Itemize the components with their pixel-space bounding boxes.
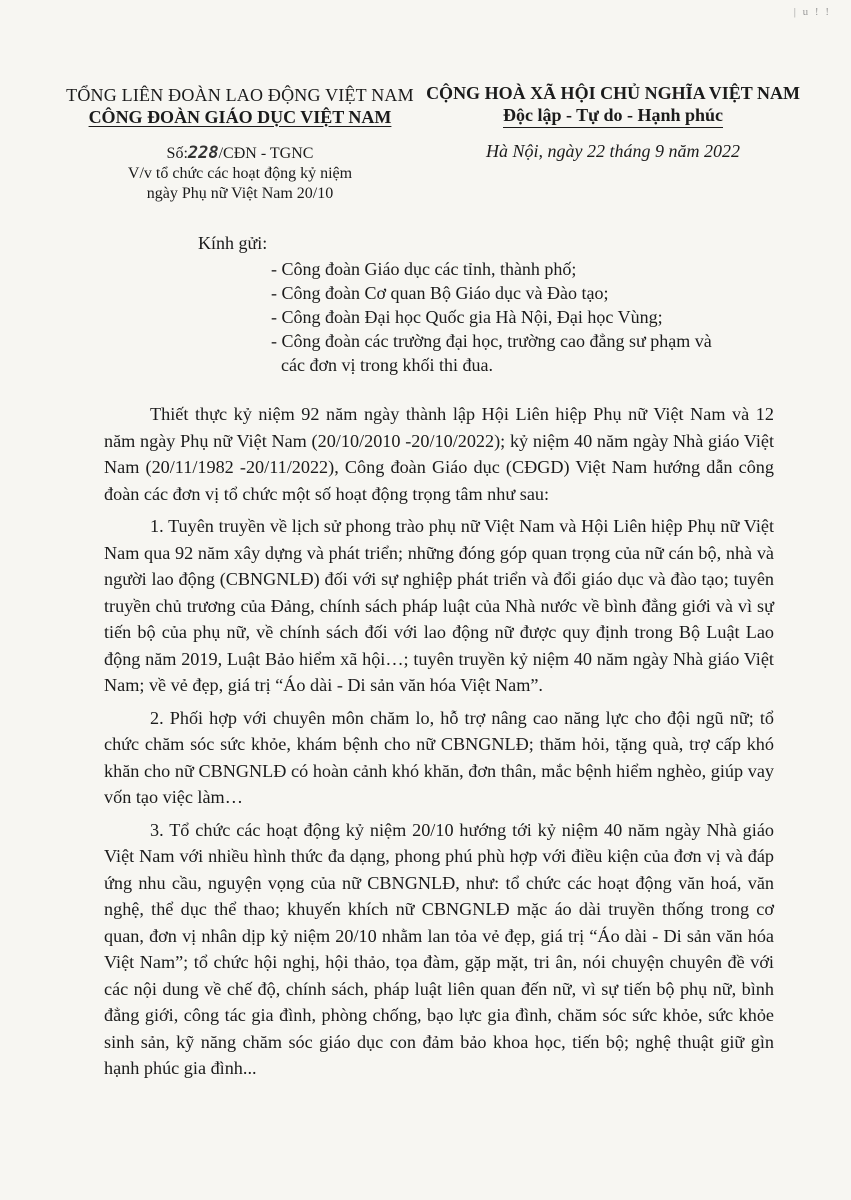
- item-1-paragraph: 1. Tuyên truyền về lịch sử phong trào phụ nữ Việt Nam và Hội Liên hiệp Phụ nữ Việt Nam qua 92 năm xây dựng và phát triển; những đóng góp quan trọng của nữ cán bộ, nhà và người lao động (CBNGNLĐ) đối với sự nghiệp phát triển và đổi giáo dục và đào tạo; tuyên truyền chủ trương của Đảng, chính sách pháp luật của Nhà nước về bình đẳng giới và vì sự tiến bộ của phụ nữ, về chính sách đối với lao động nữ được quy định trong Bộ Luật Lao động năm 2019, Luật Bảo hiểm xã hội…; tuyên truyền kỷ niệm 40 năm ngày Nhà giáo Việt Nam; về vẻ đẹp, giá trị “Áo dài - Di sản văn hóa Việt Nam”.: [104, 516, 774, 695]
- document-reference: [60, 143, 420, 204]
- recipient-item: - Công đoàn Đại học Quốc gia Hà Nội, Đại học Vùng;: [271, 307, 663, 327]
- recipient-item: - Công đoàn Cơ quan Bộ Giáo dục và Đào tạo;: [271, 283, 609, 303]
- handwritten-number: 228: [187, 143, 219, 163]
- item-3-paragraph: 3. Tổ chức các hoạt động kỷ niệm 20/10 hướng tới kỷ niệm 40 năm ngày Nhà giáo Việt Nam với nhiều hình thức đa dạng, phong phú phù hợp với điều kiện của đơn vị và đáp ứng nhu cầu, nguyện vọng của nữ CBNGNLĐ, như: tổ chức các hoạt động văn hoá, văn nghệ, thể dục thể thao; khuyến khích nữ CBNGNLĐ mặc áo dài truyền thống trong cơ quan, đơn vị nhân dịp kỷ niệm 20/10 nhằm lan tỏa vẻ đẹp, giá trị “Áo dài - Di sản văn hóa Việt Nam”; tổ chức hội nghị, hội thảo, tọa đàm, gặp mặt, tri ân, nói chuyện chuyên đề với các nội dung về chế độ, chính sách, pháp luật liên quan đến nữ, vì sự tiến bộ phụ nữ, bình đẳng giới, công tác gia đình, phòng chống, bạo lực gia đình, chăm sóc sức khỏe, sức khỏe sinh sản, kỹ năng chăm sóc giáo dục con đảm bảo khoa học, tiến bộ; nghệ thuật giữ gìn hạnh phúc gia đình...: [104, 819, 774, 1078]
- recipient-item: - Công đoàn các trường đại học, trường cao đẳng sư phạm và: [271, 331, 712, 351]
- document-number-prefix: Số:: [166, 145, 188, 162]
- item-2-paragraph: 2. Phối hợp với chuyên môn chăm lo, hỗ trợ nâng cao năng lực cho đội ngũ nữ; tổ chức chăm sóc sức khỏe, khám bệnh cho nữ CBNGNLĐ; thăm hỏi, tặng quà, trợ cấp khó khăn cho nữ CBNGNLĐ có hoàn cảnh khó khăn, đơn thân, mắc bệnh hiểm nghèo, giúp vay vốn tạo việc làm…: [104, 707, 774, 807]
- recipient-item-continuation: các đơn vị trong khối thi đua.: [281, 355, 493, 375]
- document-date: Hà Nội, ngày 22 tháng 9 năm 2022: [486, 141, 740, 161]
- scan-corner-mark: | u ! !: [793, 6, 831, 18]
- document-number: [60, 143, 420, 164]
- letter-body: [104, 401, 774, 1088]
- national-heading: [408, 82, 818, 128]
- parent-organization: TỔNG LIÊN ĐOÀN LAO ĐỘNG VIỆT NAM: [66, 85, 414, 105]
- issuer-block: [60, 84, 420, 128]
- subject-line-2: ngày Phụ nữ Việt Nam 20/10: [146, 185, 334, 202]
- salutation: Kính gửi:: [198, 233, 268, 253]
- subject-line-1: V/v tổ chức các hoạt động kỷ niệm: [127, 165, 353, 182]
- issuing-organization: CÔNG ĐOÀN GIÁO DỤC VIỆT NAM: [88, 107, 392, 127]
- country-name: CỘNG HOÀ XÃ HỘI CHỦ NGHĨA VIỆT NAM: [426, 83, 800, 103]
- document-number-suffix: /CĐN - TGNC: [218, 145, 314, 162]
- national-motto: Độc lập - Tự do - Hạnh phúc: [503, 104, 723, 128]
- recipient-item: - Công đoàn Giáo dục các tỉnh, thành phố;: [271, 259, 577, 279]
- intro-paragraph: Thiết thực kỷ niệm 92 năm ngày thành lập Hội Liên hiệp Phụ nữ Việt Nam và 12 năm ngày Phụ nữ Việt Nam (20/10/2010 -20/10/2022); kỷ niệm 40 năm ngày Nhà giáo Việt Nam (20/11/1982 -20/11/2022), Công đoàn Giáo dục (CĐGD) Việt Nam hướng dẫn công đoàn các đơn vị tổ chức một số hoạt động trọng tâm như sau:: [104, 404, 774, 504]
- recipient-list: [271, 257, 811, 377]
